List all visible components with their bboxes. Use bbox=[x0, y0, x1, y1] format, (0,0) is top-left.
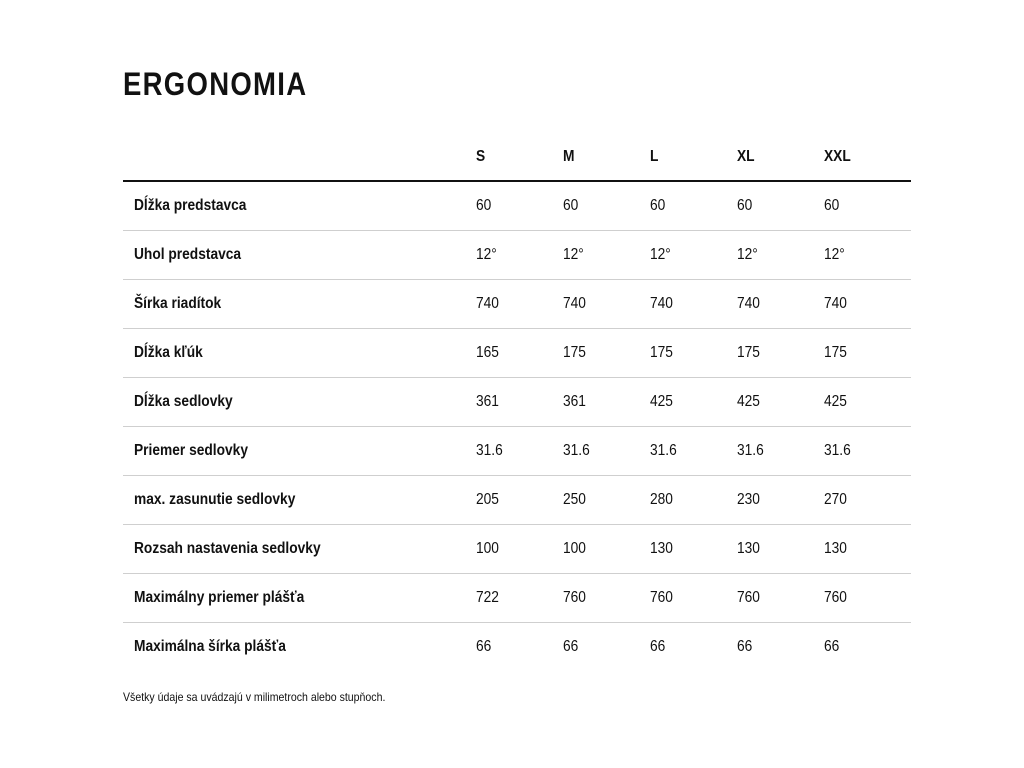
size-header-s: S bbox=[476, 133, 563, 181]
row-value-xxl: 425 bbox=[824, 378, 911, 427]
table-row bbox=[123, 427, 911, 476]
row-value-m: 66 bbox=[563, 638, 579, 655]
section-title: ERGONOMIA bbox=[123, 66, 308, 102]
row-value-s: 722 bbox=[476, 574, 563, 623]
row-value-xxl: 66 bbox=[824, 638, 840, 655]
row-value-xl: 230 bbox=[737, 476, 824, 525]
row-value-l: 175 bbox=[650, 329, 737, 378]
row-value-s: 740 bbox=[476, 280, 563, 329]
row-value-m: 175 bbox=[563, 329, 650, 378]
row-value-s: 100 bbox=[476, 525, 563, 574]
row-value-xl: 60 bbox=[737, 181, 824, 231]
row-value-l: 12° bbox=[650, 231, 737, 280]
row-value-l: 280 bbox=[650, 476, 737, 525]
row-value-m: 760 bbox=[563, 574, 650, 623]
ergonomics-table bbox=[123, 133, 911, 671]
row-value-xxl: 60 bbox=[824, 181, 911, 231]
table-row bbox=[123, 231, 911, 280]
row-value-l: 740 bbox=[650, 280, 737, 329]
table-row bbox=[123, 525, 911, 574]
row-value-s: 165 bbox=[476, 329, 563, 378]
row-value-m: 250 bbox=[563, 476, 650, 525]
row-label: Šírka riadítok bbox=[123, 280, 476, 329]
row-value-xl: 66 bbox=[737, 638, 753, 655]
row-value-s: 361 bbox=[476, 378, 563, 427]
row-value-xl: 760 bbox=[737, 574, 824, 623]
row-label: max. zasunutie sedlovky bbox=[123, 476, 476, 525]
row-value-s: 60 bbox=[476, 181, 563, 231]
row-label: Maximálny priemer plášťa bbox=[123, 574, 476, 623]
row-value-m: 60 bbox=[563, 181, 650, 231]
row-value-xxl: 12° bbox=[824, 231, 911, 280]
table-header-row bbox=[123, 133, 911, 181]
row-value-xxl: 270 bbox=[824, 476, 911, 525]
row-value-xxl: 740 bbox=[824, 280, 911, 329]
row-value-s: 12° bbox=[476, 231, 563, 280]
row-value-xl: 175 bbox=[737, 329, 824, 378]
header-empty-cell bbox=[123, 133, 476, 181]
row-value-l: 130 bbox=[650, 525, 737, 574]
row-value-xl: 425 bbox=[737, 378, 824, 427]
table-row bbox=[123, 476, 911, 525]
units-footnote: Všetky údaje sa uvádzajú v milimetroch alebo stupňoch. bbox=[123, 690, 386, 704]
table-row bbox=[123, 623, 911, 672]
row-value-m: 100 bbox=[563, 525, 650, 574]
row-label: Uhol predstavca bbox=[123, 231, 476, 280]
row-value-m: 740 bbox=[563, 280, 650, 329]
row-label: Priemer sedlovky bbox=[123, 427, 476, 476]
row-value-l: 31.6 bbox=[650, 427, 737, 476]
row-value-xxl: 175 bbox=[824, 329, 911, 378]
row-value-l: 760 bbox=[650, 574, 737, 623]
size-header-xxl: XXL bbox=[824, 133, 911, 181]
table-row bbox=[123, 378, 911, 427]
row-value-l: 60 bbox=[650, 181, 737, 231]
row-value-m: 361 bbox=[563, 378, 650, 427]
row-label: Maximálna šírka plášťa bbox=[134, 638, 286, 655]
row-label: Dĺžka kľúk bbox=[123, 329, 476, 378]
row-value-s: 205 bbox=[476, 476, 563, 525]
table-row bbox=[123, 329, 911, 378]
row-label: Rozsah nastavenia sedlovky bbox=[123, 525, 476, 574]
size-header-l: L bbox=[650, 133, 737, 181]
row-value-s: 31.6 bbox=[476, 427, 563, 476]
table-row bbox=[123, 574, 911, 623]
row-value-xxl: 31.6 bbox=[824, 427, 911, 476]
size-header-xl: XL bbox=[737, 133, 824, 181]
row-value-l: 425 bbox=[650, 378, 737, 427]
table-row bbox=[123, 280, 911, 329]
row-value-xl: 130 bbox=[737, 525, 824, 574]
row-value-xxl: 130 bbox=[824, 525, 911, 574]
row-label: Dĺžka sedlovky bbox=[123, 378, 476, 427]
row-value-l: 66 bbox=[650, 638, 666, 655]
table-body bbox=[123, 181, 911, 671]
row-label: Dĺžka predstavca bbox=[123, 181, 476, 231]
table-row bbox=[123, 181, 911, 231]
row-value-s: 66 bbox=[476, 638, 492, 655]
row-value-xl: 12° bbox=[737, 231, 824, 280]
row-value-m: 12° bbox=[563, 231, 650, 280]
row-value-xl: 31.6 bbox=[737, 427, 824, 476]
row-value-m: 31.6 bbox=[563, 427, 650, 476]
row-value-xxl: 760 bbox=[824, 574, 911, 623]
row-value-xl: 740 bbox=[737, 280, 824, 329]
size-header-m: M bbox=[563, 133, 650, 181]
